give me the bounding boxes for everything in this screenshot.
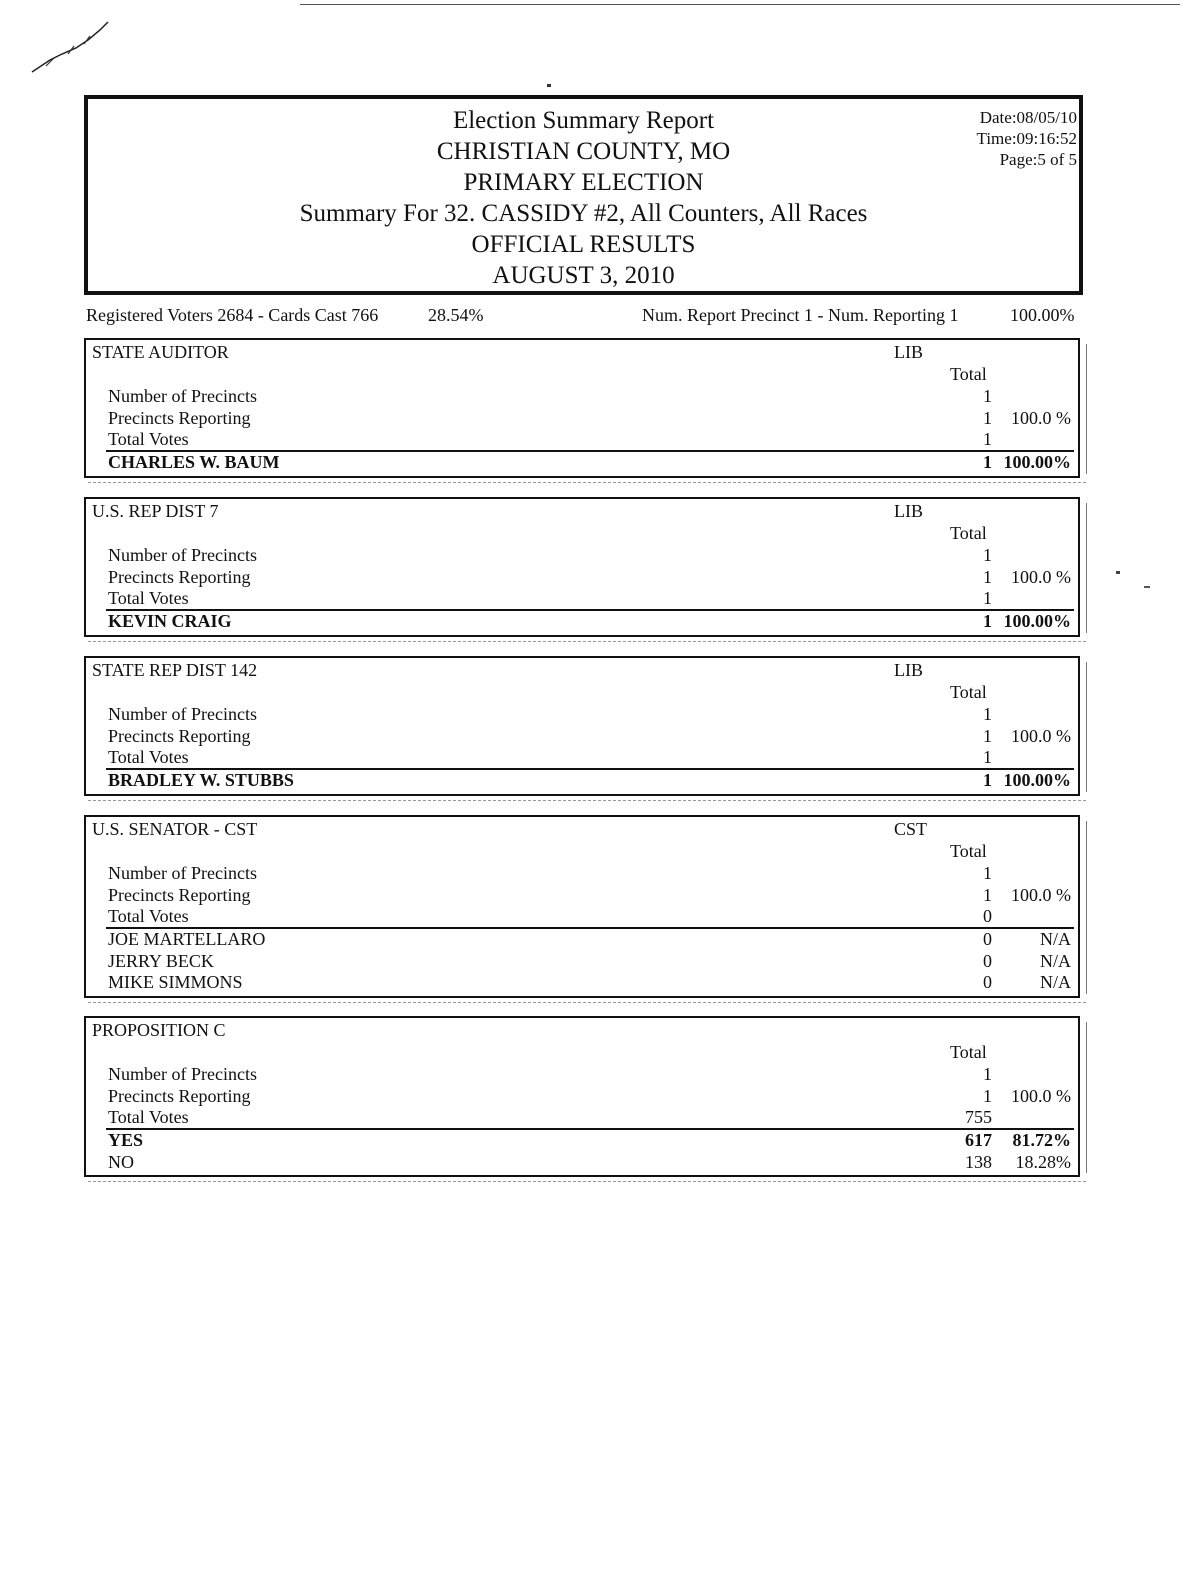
party-label: CST: [894, 819, 928, 839]
row-percent: 100.0 %: [1011, 407, 1071, 428]
number-of-precincts-row: [108, 863, 1073, 885]
row-value: 1: [983, 429, 992, 450]
election-name: PRIMARY ELECTION: [463, 169, 704, 196]
scan-side-tick: [1086, 503, 1087, 633]
row-value: 1: [983, 588, 992, 609]
candidate-percent: 100.00%: [1003, 770, 1071, 790]
row-percent: 100.0 %: [1011, 884, 1071, 905]
race-title: PROPOSITION C: [92, 1020, 226, 1040]
row-label: Total Votes: [108, 588, 189, 609]
report-title: Election Summary Report: [452, 107, 715, 134]
row-value: 755: [965, 1107, 992, 1128]
total-votes-row: [108, 906, 1073, 928]
row-label: Number of Precincts: [108, 1064, 257, 1084]
candidate-row: [108, 452, 1073, 474]
total-votes-row: [108, 747, 1073, 769]
total-votes-row: [108, 1107, 1073, 1129]
report-meta: [977, 107, 1077, 170]
candidate-name: BRADLEY W. STUBBS: [108, 770, 294, 790]
summary-for: Summary For 32. CASSIDY #2, All Counters, All Races: [299, 200, 868, 227]
candidate-percent: 18.28%: [1015, 1151, 1071, 1172]
scan-side-tick: [1086, 821, 1087, 994]
total-votes-row: [108, 429, 1073, 451]
candidate-votes: 1: [983, 611, 992, 631]
report-date: Date:08/05/10: [979, 108, 1077, 127]
candidate-votes: 0: [983, 950, 992, 971]
candidate-name: CHARLES W. BAUM: [108, 452, 280, 472]
candidate-row: [108, 611, 1073, 633]
number-of-precincts-row: [108, 545, 1073, 567]
scribble-mark: [28, 10, 118, 80]
race-title: U.S. SENATOR - CST: [92, 819, 258, 839]
row-value: 1: [983, 1085, 992, 1106]
candidate-name: YES: [108, 1130, 144, 1150]
registered-voters: Registered Voters 2684 - Cards Cast 766: [86, 305, 379, 325]
row-label: Total Votes: [108, 429, 189, 450]
scan-edge-line: [300, 4, 1180, 5]
scan-ghost-line: [88, 641, 1086, 642]
party-label: LIB: [894, 501, 923, 521]
race-title: STATE AUDITOR: [92, 342, 229, 362]
candidate-name: JERRY BECK: [108, 950, 214, 971]
row-label: Precincts Reporting: [108, 725, 251, 746]
scan-side-tick: [1086, 662, 1087, 792]
candidate-row: [108, 951, 1073, 973]
candidate-row: [108, 929, 1073, 951]
total-column-header: Total: [950, 682, 987, 702]
total-column-header: Total: [950, 364, 987, 384]
row-percent: 100.0 %: [1011, 1085, 1071, 1106]
row-value: 1: [983, 566, 992, 587]
row-percent: 100.0 %: [1011, 566, 1071, 587]
candidate-name: MIKE SIMMONS: [108, 972, 243, 993]
candidate-row: [108, 1152, 1073, 1174]
row-label: Precincts Reporting: [108, 884, 251, 905]
race-section: [84, 815, 1080, 998]
race-title: STATE REP DIST 142: [92, 660, 258, 680]
row-value: 1: [983, 545, 992, 565]
race-title: U.S. REP DIST 7: [92, 501, 219, 521]
scan-side-tick: [1086, 1022, 1087, 1173]
row-label: Total Votes: [108, 906, 189, 927]
row-label: Total Votes: [108, 747, 189, 768]
speck: [1116, 571, 1120, 574]
party-label: LIB: [894, 660, 923, 680]
results-type: OFFICIAL RESULTS: [471, 231, 696, 258]
number-of-precincts-row: [108, 1064, 1073, 1086]
row-label: Number of Precincts: [108, 863, 257, 883]
report-header: [84, 95, 1083, 295]
candidate-votes: 1: [983, 770, 992, 790]
row-label: Number of Precincts: [108, 704, 257, 724]
scan-ghost-line: [88, 482, 1086, 483]
precincts-reporting-row: [108, 408, 1073, 430]
candidate-percent: 100.00%: [1003, 452, 1071, 472]
speck: [1144, 586, 1150, 588]
turnout-percent: 28.54%: [428, 305, 484, 325]
election-date: AUGUST 3, 2010: [492, 262, 675, 289]
precincts-reporting-row: [108, 1086, 1073, 1108]
candidate-percent: N/A: [1040, 950, 1071, 971]
candidate-name: NO: [108, 1151, 134, 1172]
number-of-precincts-row: [108, 704, 1073, 726]
speck: [547, 84, 551, 87]
row-label: Precincts Reporting: [108, 1085, 251, 1106]
total-column-header: Total: [950, 841, 987, 861]
candidate-name: JOE MARTELLARO: [108, 929, 266, 949]
candidate-percent: 100.00%: [1003, 611, 1071, 631]
candidate-percent: N/A: [1040, 929, 1071, 949]
row-value: 1: [983, 884, 992, 905]
party-label: LIB: [894, 342, 923, 362]
number-of-precincts-row: [108, 386, 1073, 408]
reporting-percent: 100.00%: [1010, 305, 1075, 325]
scan-ghost-line: [88, 1181, 1086, 1182]
reporting-summary: Num. Report Precinct 1 - Num. Reporting 1: [642, 305, 959, 325]
row-value: 1: [983, 1064, 992, 1084]
row-label: Precincts Reporting: [108, 407, 251, 428]
candidate-votes: 0: [983, 972, 992, 993]
candidate-row: [108, 972, 1073, 994]
race-section: [84, 338, 1080, 478]
row-label: Number of Precincts: [108, 386, 257, 406]
candidate-name: KEVIN CRAIG: [108, 611, 232, 631]
page-number: Page:5 of 5: [999, 150, 1077, 169]
precincts-reporting-row: [108, 567, 1073, 589]
county-name: CHRISTIAN COUNTY, MO: [436, 138, 731, 165]
precincts-reporting-row: [108, 726, 1073, 748]
header-titles: [88, 105, 1079, 291]
candidate-votes: 0: [983, 929, 992, 949]
row-value: 1: [983, 704, 992, 724]
race-section: [84, 497, 1080, 637]
row-value: 1: [983, 386, 992, 406]
scan-ghost-line: [88, 1002, 1086, 1003]
report-time: Time:09:16:52: [976, 129, 1077, 148]
candidate-votes: 617: [965, 1130, 992, 1150]
scan-ghost-line: [88, 800, 1086, 801]
row-value: 1: [983, 747, 992, 768]
candidate-votes: 138: [965, 1151, 992, 1172]
candidate-row: [108, 1130, 1073, 1152]
row-label: Precincts Reporting: [108, 566, 251, 587]
row-value: 0: [983, 906, 992, 927]
precincts-reporting-row: [108, 885, 1073, 907]
total-votes-row: [108, 588, 1073, 610]
candidate-percent: 81.72%: [1012, 1130, 1071, 1150]
row-value: 1: [983, 863, 992, 883]
total-column-header: Total: [950, 1042, 987, 1062]
row-label: Total Votes: [108, 1107, 189, 1128]
scan-side-tick: [1086, 344, 1087, 474]
candidate-percent: N/A: [1040, 972, 1071, 993]
race-section: [84, 656, 1080, 796]
candidate-votes: 1: [983, 452, 992, 472]
total-column-header: Total: [950, 523, 987, 543]
row-percent: 100.0 %: [1011, 725, 1071, 746]
row-value: 1: [983, 725, 992, 746]
row-value: 1: [983, 407, 992, 428]
row-label: Number of Precincts: [108, 545, 257, 565]
candidate-row: [108, 770, 1073, 792]
race-section: [84, 1016, 1080, 1177]
